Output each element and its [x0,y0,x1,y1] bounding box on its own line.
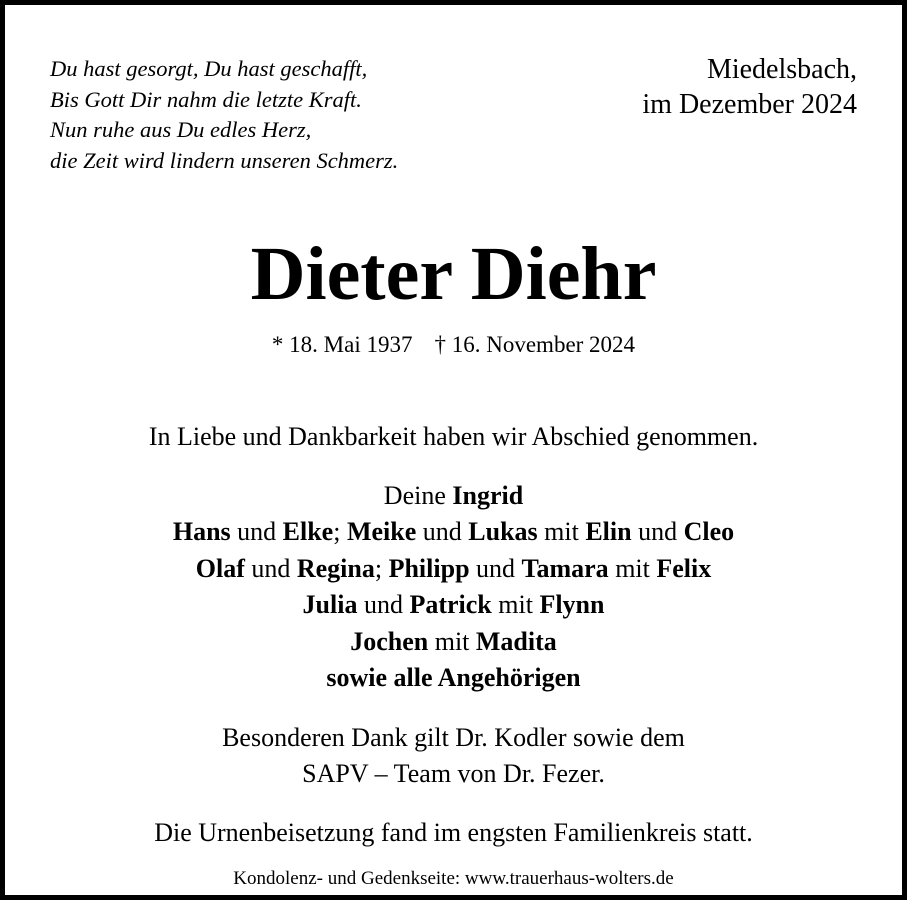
mourner-connector: und [416,517,469,547]
thanks-text [0,720,907,792]
mourner-name: Cleo [683,517,735,547]
mourner-name: Jochen [350,626,429,656]
poem-line: Bis Gott Dir nahm die letzte Kraft. [50,86,362,112]
mourner-line [0,587,907,623]
mourner-connector: und [357,590,410,620]
mourner-name: Lukas [468,517,538,547]
mourner-connector: und [631,517,684,547]
birth-date: * 18. Mai 1937 [271,332,413,357]
poem-line: Du hast gesorgt, Du hast geschafft, [50,56,368,81]
mourner-name: Julia [302,590,358,620]
mourners-list [0,478,907,696]
mourner-line [0,624,907,660]
mourner-name: Elke [282,517,334,547]
mourner-name: Meike [346,517,417,547]
mourner-name: Felix [656,553,712,583]
mourner-name: Elin [585,517,632,547]
condolence-website[interactable]: Kondolenz- und Gedenkseite: www.trauerhaus-wolters.de [233,868,674,889]
mourner-connector: ; [374,553,389,583]
mourner-name: Patrick [409,590,492,620]
mourner-connector: und [469,553,522,583]
mourner-name: Tamara [521,553,609,583]
mourner-connector: ; [333,517,347,547]
deceased-name: Dieter Diehr [250,232,657,316]
mourner-connector: mit [428,626,476,656]
notice-date: im Dezember 2024 [642,89,857,120]
life-dates [0,329,907,361]
death-date: † 16. November 2024 [434,332,636,357]
place-and-date [642,52,857,122]
mourner-name: Philipp [388,553,470,583]
memorial-poem [50,54,398,176]
mourner-connector: mit [608,553,657,583]
mourner-line [0,514,907,550]
mourner-name: Hans [172,517,231,547]
mourner-line [0,551,907,587]
mourner-name: Flynn [539,590,605,620]
poem-line: Nun ruhe aus Du edles Herz, [50,117,312,142]
mourner-name: Madita [475,626,557,656]
mourner-connector: und [244,553,297,583]
mourner-name: Regina [296,553,375,583]
farewell-text: In Liebe und Dankbarkeit haben wir Abschied genommen. [148,422,759,451]
poem-line: die Zeit wird lindern unseren Schmerz. [50,147,399,173]
mourner-connector: mit [537,517,586,547]
mourner-name: Olaf [195,553,245,583]
burial-note: Die Urnenbeisetzung fand im engsten Familienkreis statt. [154,818,753,847]
mourner-connector: mit [491,590,540,620]
mourner-connector: Deine [383,481,453,510]
mourner-connector: und [230,517,283,547]
mourner-name: sowie alle Angehörigen [326,663,581,693]
thanks-line: Besonderen Dank gilt Dr. Kodler sowie dem [222,723,685,752]
mourner-name: Ingrid [452,481,524,510]
mourner-line [0,478,907,514]
place: Miedelsbach, [706,54,857,85]
mourner-line [0,660,907,696]
thanks-line: SAPV – Team von Dr. Fezer. [302,759,605,788]
